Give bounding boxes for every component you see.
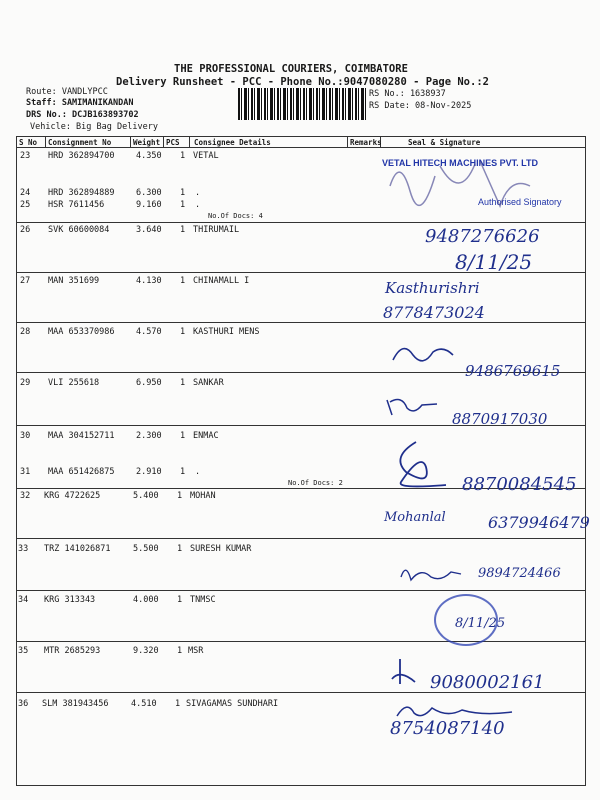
row-weight: 4.570 — [136, 327, 162, 337]
row-consignee: . — [195, 200, 201, 210]
handwritten-phone: 8870917030 — [452, 410, 548, 428]
row-weight: 5.400 — [133, 491, 159, 501]
row-consignee: MSR — [188, 646, 204, 656]
row-consignee: ENMAC — [193, 431, 219, 441]
row-consignee: VETAL — [193, 151, 219, 161]
staff-label: Staff: SAMIMANIKANDAN — [26, 98, 134, 108]
row-sno: 33 — [18, 544, 29, 554]
row-pcs: 1 — [180, 467, 186, 477]
company-title: THE PROFESSIONAL COURIERS, COIMBATORE — [174, 63, 408, 75]
row-sno: 26 — [20, 225, 31, 235]
handwritten-phone: 8754087140 — [390, 718, 505, 739]
handwritten-phone: 8870084545 — [462, 474, 577, 495]
row-weight: 5.500 — [133, 544, 159, 554]
row-consignee: SURESH KUMAR — [190, 544, 252, 554]
col-weight: Weight — [133, 138, 161, 147]
handwritten-phone: 9487276626 — [425, 226, 540, 247]
row-consignee: . — [195, 467, 201, 477]
row-consignment: KRG 313343 — [44, 595, 96, 605]
handwritten-date: 8/11/25 — [455, 250, 533, 274]
company-seal: VETAL HITECH MACHINES PVT. LTD — [382, 158, 539, 168]
row-consignment: HRD 362894700 — [48, 151, 115, 161]
col-remarks: Remarks — [350, 138, 382, 147]
row-consignee: KASTHURI MENS — [193, 327, 260, 337]
row-weight: 6.950 — [136, 378, 162, 388]
col-consignment: Consignment No — [48, 138, 112, 147]
row-weight: 4.000 — [133, 595, 159, 605]
rs-date: RS Date: 08-Nov-2025 — [369, 101, 472, 111]
row-weight: 4.130 — [136, 276, 162, 286]
signature-scribble — [396, 562, 466, 587]
col-consignee: Consignee Details — [194, 138, 271, 147]
row-consignee: . — [195, 188, 201, 198]
row-pcs: 1 — [180, 378, 186, 388]
row-consignee: THIRUMAIL — [193, 225, 240, 235]
row-pcs: 1 — [180, 431, 186, 441]
row-pcs: 1 — [177, 544, 183, 554]
row-consignment: HRD 362894889 — [48, 188, 115, 198]
row-weight: 9.160 — [136, 200, 162, 210]
row-sno: 25 — [20, 200, 31, 210]
row-consignment: MTR 2685293 — [44, 646, 101, 656]
row-sno: 24 — [20, 188, 31, 198]
row-weight: 3.640 — [136, 225, 162, 235]
row-pcs: 1 — [177, 491, 183, 501]
row-consignment: MAA 304152711 — [48, 431, 115, 441]
handwritten-name: Mohanlal — [384, 510, 446, 525]
signature-scribble — [386, 437, 456, 492]
handwritten-phone: 8778473024 — [383, 303, 485, 322]
row-consignment: MAA 653370986 — [48, 327, 115, 337]
row-consignee: SANKAR — [193, 378, 224, 388]
row-pcs: 1 — [177, 595, 183, 605]
handwritten-name: Kasthurishri — [385, 279, 480, 297]
row-sno: 32 — [20, 491, 31, 501]
row-pcs: 1 — [177, 646, 183, 656]
col-sno: S No — [19, 138, 38, 147]
row-consignee: SIVAGAMAS SUNDHARI — [186, 699, 279, 709]
row-sno: 31 — [20, 467, 31, 477]
row-sno: 34 — [18, 595, 29, 605]
barcode — [238, 88, 366, 120]
vehicle-label: Vehicle: Big Bag Delivery — [30, 122, 158, 132]
row-sno: 27 — [20, 276, 31, 286]
row-pcs: 1 — [180, 188, 186, 198]
route-label: Route: VANDLYPCC — [26, 87, 108, 97]
row-weight: 4.350 — [136, 151, 162, 161]
row-sno: 30 — [20, 431, 31, 441]
signature-scribble — [382, 390, 442, 420]
row-pcs: 1 — [180, 200, 186, 210]
row-pcs: 1 — [180, 151, 186, 161]
row-weight: 2.910 — [136, 467, 162, 477]
drs-label: DRS No.: DCJB163893702 — [26, 110, 139, 120]
rs-number: RS No.: 1638937 — [369, 89, 446, 99]
row-consignment: MAA 651426875 — [48, 467, 115, 477]
row-sno: 36 — [18, 699, 29, 709]
handwritten-date: 8/11/25 — [455, 616, 506, 631]
row-consignee: CHINAMALL I — [193, 276, 250, 286]
authorised-signatory: Authorised Signatory — [478, 197, 562, 207]
row-pcs: 1 — [180, 276, 186, 286]
row-sno: 23 — [20, 151, 31, 161]
row-weight: 4.510 — [131, 699, 157, 709]
row-pcs: 1 — [175, 699, 181, 709]
row-consignment: HSR 7611456 — [48, 200, 105, 210]
handwritten-phone: 9080002161 — [430, 672, 545, 693]
col-pcs: PCS — [166, 138, 180, 147]
row-sno: 35 — [18, 646, 29, 656]
signature-scribble — [390, 654, 420, 689]
row-consignment: TRZ 141026871 — [44, 544, 111, 554]
row-sno: 29 — [20, 378, 31, 388]
row-consignment: SLM 381943456 — [42, 699, 109, 709]
row-pcs: 1 — [180, 225, 186, 235]
col-seal: Seal & Signature — [408, 138, 481, 147]
row-consignment: SVK 60600084 — [48, 225, 110, 235]
row-weight: 9.320 — [133, 646, 159, 656]
signature-scribble — [388, 340, 458, 370]
runsheet-subtitle: Delivery Runsheet - PCC - Phone No.:9047080280 - Page No.:2 — [116, 76, 489, 88]
row-consignment: MAN 351699 — [48, 276, 100, 286]
row-pcs: 1 — [180, 327, 186, 337]
handwritten-phone: 6379946479 — [488, 513, 590, 532]
seal-signature-scribble — [380, 146, 580, 221]
docs-count: No.Of Docs: 2 — [288, 479, 343, 487]
row-consignee: TNMSC — [190, 595, 216, 605]
row-consignment: KRG 4722625 — [44, 491, 101, 501]
row-sno: 28 — [20, 327, 31, 337]
row-weight: 6.300 — [136, 188, 162, 198]
handwritten-phone: 9486769615 — [465, 362, 561, 380]
row-weight: 2.300 — [136, 431, 162, 441]
row-consignment: VLI 255618 — [48, 378, 100, 388]
handwritten-phone: 9894724466 — [478, 566, 561, 581]
row-consignee: MOHAN — [190, 491, 216, 501]
docs-count: No.Of Docs: 4 — [208, 212, 263, 220]
